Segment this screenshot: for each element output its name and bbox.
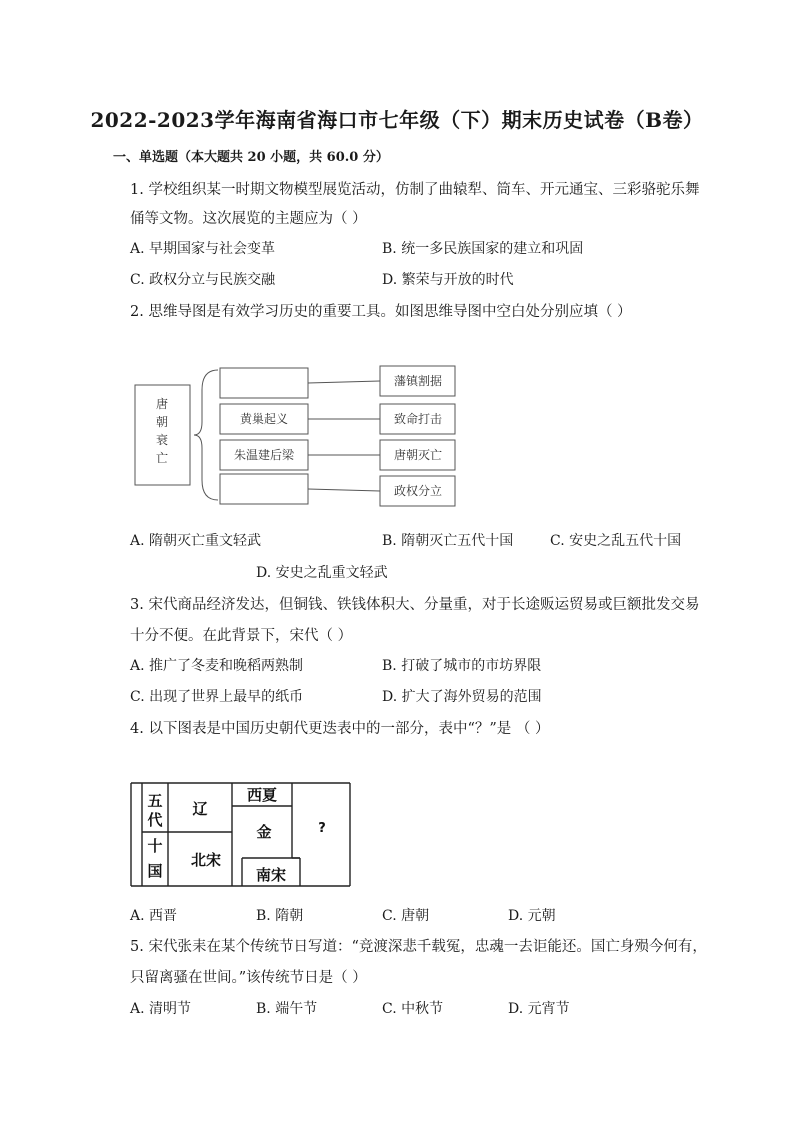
q4-option-d[interactable]: D. 元朝 [508,908,556,924]
mind-map-root-char-4: 亡 [155,451,169,465]
q2-option-b[interactable]: B. 隋朝灭亡五代十国 [382,533,514,549]
q5-stem-line1: 5. 宋代张耒在某个传统节日写道：“竞渡深悲千载冤，忠魂一去讵能还。国亡身殒今何有， [130,939,707,955]
q1-option-a[interactable]: A. 早期国家与社会变革 [130,241,276,257]
q5-stem-line2: 只留离骚在世间。”该传统节日是（ ） [130,970,367,986]
table-liao: 辽 [192,800,208,818]
mind-map-right-label-2: 致命打击 [393,412,443,426]
dynasty-table [128,780,358,890]
mind-map-diagram [130,360,470,510]
mind-map-root-char-1: 唐 [155,397,169,411]
q3-stem-line1: 3. 宋代商品经济发达，但铜钱、铁钱体积大、分量重，对于长途贩运贸易或巨额批发交易 [130,597,700,613]
table-wudai-2: 代 [147,811,163,829]
q4-option-b[interactable]: B. 隋朝 [256,908,304,924]
q2-option-a[interactable]: A. 隋朝灭亡重文轻武 [130,533,262,549]
q1-option-b[interactable]: B. 统一多民族国家的建立和巩固 [382,241,584,257]
mind-map-left-label-2: 黄巢起义 [239,412,289,426]
q2-stem-line1: 2. 思维导图是有效学习历史的重要工具。如图思维导图中空白处分别应填（ ） [130,304,632,320]
q3-option-a[interactable]: A. 推广了冬麦和晚稻两熟制 [130,658,304,674]
mind-map-left-label-3: 朱温建后梁 [233,448,295,462]
q3-option-c[interactable]: C. 出现了世界上最早的纸币 [130,689,304,705]
q1-stem-line2: 俑等文物。这次展览的主题应为（ ） [130,211,367,227]
q4-stem-line1: 4. 以下图表是中国历史朝代更迭表中的一部分，表中“？”是 （ ） [130,721,550,737]
mind-map-left-box-4 [220,474,308,504]
q1-option-c[interactable]: C. 政权分立与民族交融 [130,272,276,288]
q1-option-d[interactable]: D. 繁荣与开放的时代 [382,272,514,288]
table-beisong: 北宋 [190,851,222,869]
mind-map-root-char-3: 衰 [155,433,169,447]
q1-stem-line1: 1. 学校组织某一时期文物模型展览活动，仿制了曲辕犁、筒车、开元通宝、三彩骆驼乐舞 [130,182,700,198]
table-jin: 金 [256,823,272,841]
table-question-mark: ? [318,821,326,836]
q5-option-b[interactable]: B. 端午节 [256,1001,318,1017]
q5-option-a[interactable]: A. 清明节 [130,1001,192,1017]
table-shiguo-2: 国 [147,862,163,880]
q3-stem-line2: 十分不便。在此背景下，宋代（ ） [130,628,353,644]
table-wudai-1: 五 [147,792,163,810]
q5-option-d[interactable]: D. 元宵节 [508,1001,570,1017]
mind-map-root-char-2: 朝 [155,415,169,429]
section-heading: 一、单选题（本大题共 20 小题，共 60.0 分） [113,150,389,165]
table-nansong: 南宋 [255,866,287,884]
table-xixia: 西夏 [246,786,278,804]
mind-map-brace [194,370,218,500]
q2-option-c[interactable]: C. 安史之乱五代十国 [550,533,682,549]
q4-option-c[interactable]: C. 唐朝 [382,908,430,924]
mind-map-right-label-4: 政权分立 [393,484,443,498]
q5-option-c[interactable]: C. 中秋节 [382,1001,444,1017]
q3-option-d[interactable]: D. 扩大了海外贸易的范围 [382,689,542,705]
q3-option-b[interactable]: B. 打破了城市的市坊界限 [382,658,542,674]
q2-option-d[interactable]: D. 安史之乱重文轻武 [256,565,388,581]
mind-map-left-box-1 [220,368,308,398]
exam-title: 2022-2023学年海南省海口市七年级（下）期末历史试卷（B卷） [90,108,704,132]
table-shiguo-1: 十 [147,837,163,855]
q4-option-a[interactable]: A. 西晋 [130,908,178,924]
mind-map-right-label-1: 藩镇割据 [393,374,443,388]
mind-map-right-label-3: 唐朝灭亡 [393,448,443,462]
